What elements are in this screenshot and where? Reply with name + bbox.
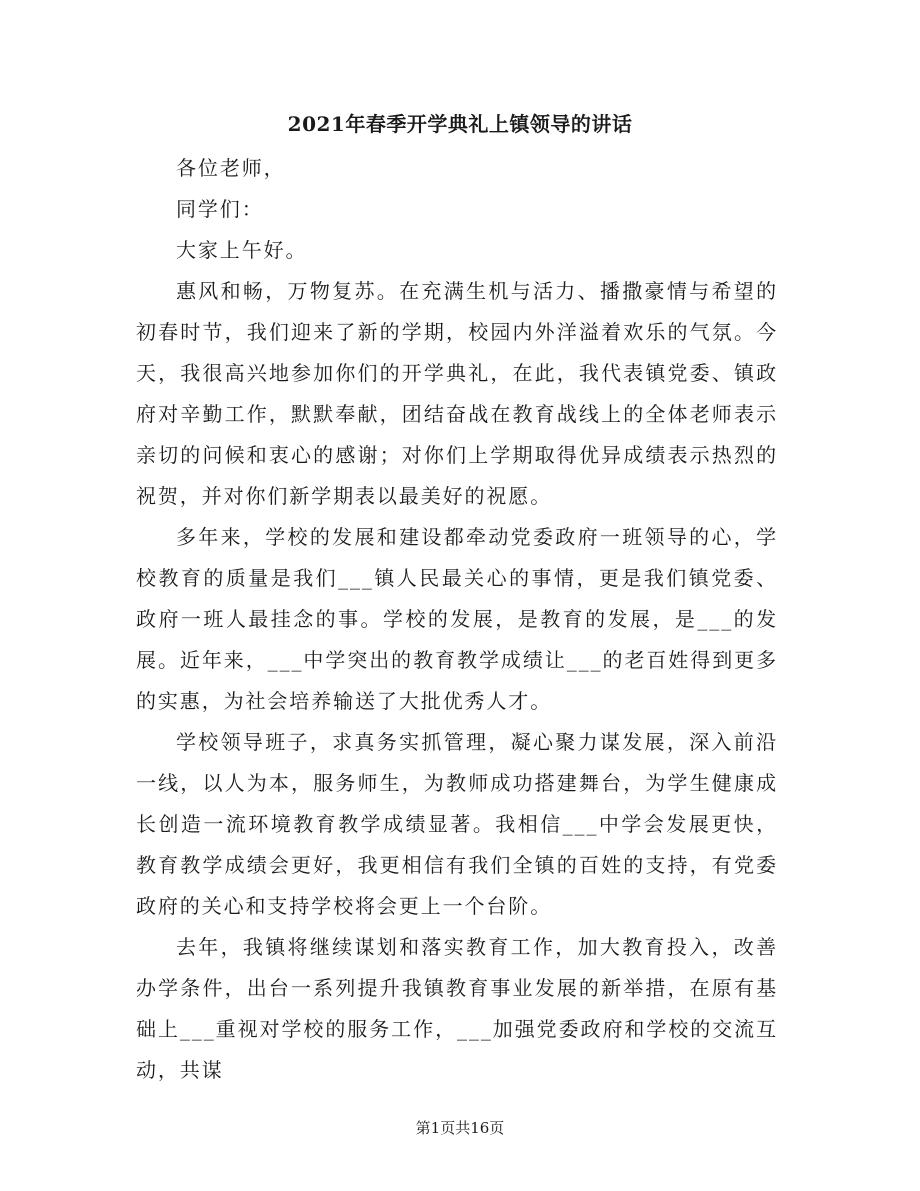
paragraph-last-year: 去年，我镇将继续谋划和落实教育工作，加大教育投入，改善办学条件，出台一系列提升我镇教育事业发展的新举措，在原有基础上___重视对学校的服务工作，___加强党委政府和学校的交流互动，共谋 <box>136 935 778 1082</box>
greeting: 大家上午好。 <box>176 238 308 262</box>
salutation-students: 同学们： <box>176 197 264 221</box>
document-body <box>136 148 778 1091</box>
page-indicator: 第1页共16页 <box>415 1119 505 1137</box>
paragraph-leadership: 学校领导班子，求真务实抓管理，凝心聚力谋发展，深入前沿一线，以人为本，服务师生，为教师成功搭建舞台，为学生健康成长创造一流环境教育教学成绩显著。我相信___中学会发展更快，教育教学成绩会更好，我更相信有我们全镇的百姓的支持，有党委政府的关心和支持学校将会更上一个台阶。 <box>136 730 778 918</box>
paragraph-opening: 惠风和畅，万物复苏。在充满生机与活力、播撒豪情与希望的初春时节，我们迎来了新的学期，校园内外洋溢着欢乐的气氛。今天，我很高兴地参加你们的开学典礼，在此，我代表镇党委、镇政府对辛勤工作，默默奉献，团结奋战在教育战线上的全体老师表示亲切的问候和衷心的感谢；对你们上学期取得优异成绩表示热烈的祝贺，并对你们新学期表以最美好的祝愿。 <box>136 279 778 508</box>
document-title: 2021年春季开学典礼上镇领导的讲话 <box>287 112 633 136</box>
paragraph-school-development: 多年来，学校的发展和建设都牵动党委政府一班领导的心，学校教育的质量是我们___镇人民最关心的事情，更是我们镇党委、政府一班人最挂念的事。学校的发展，是教育的发展，是___的发展。近年来，___中学突出的教育教学成绩让___的老百姓得到更多的实惠，为社会培养输送了大批优秀人才。 <box>136 525 778 713</box>
salutation-teachers: 各位老师， <box>176 156 286 180</box>
